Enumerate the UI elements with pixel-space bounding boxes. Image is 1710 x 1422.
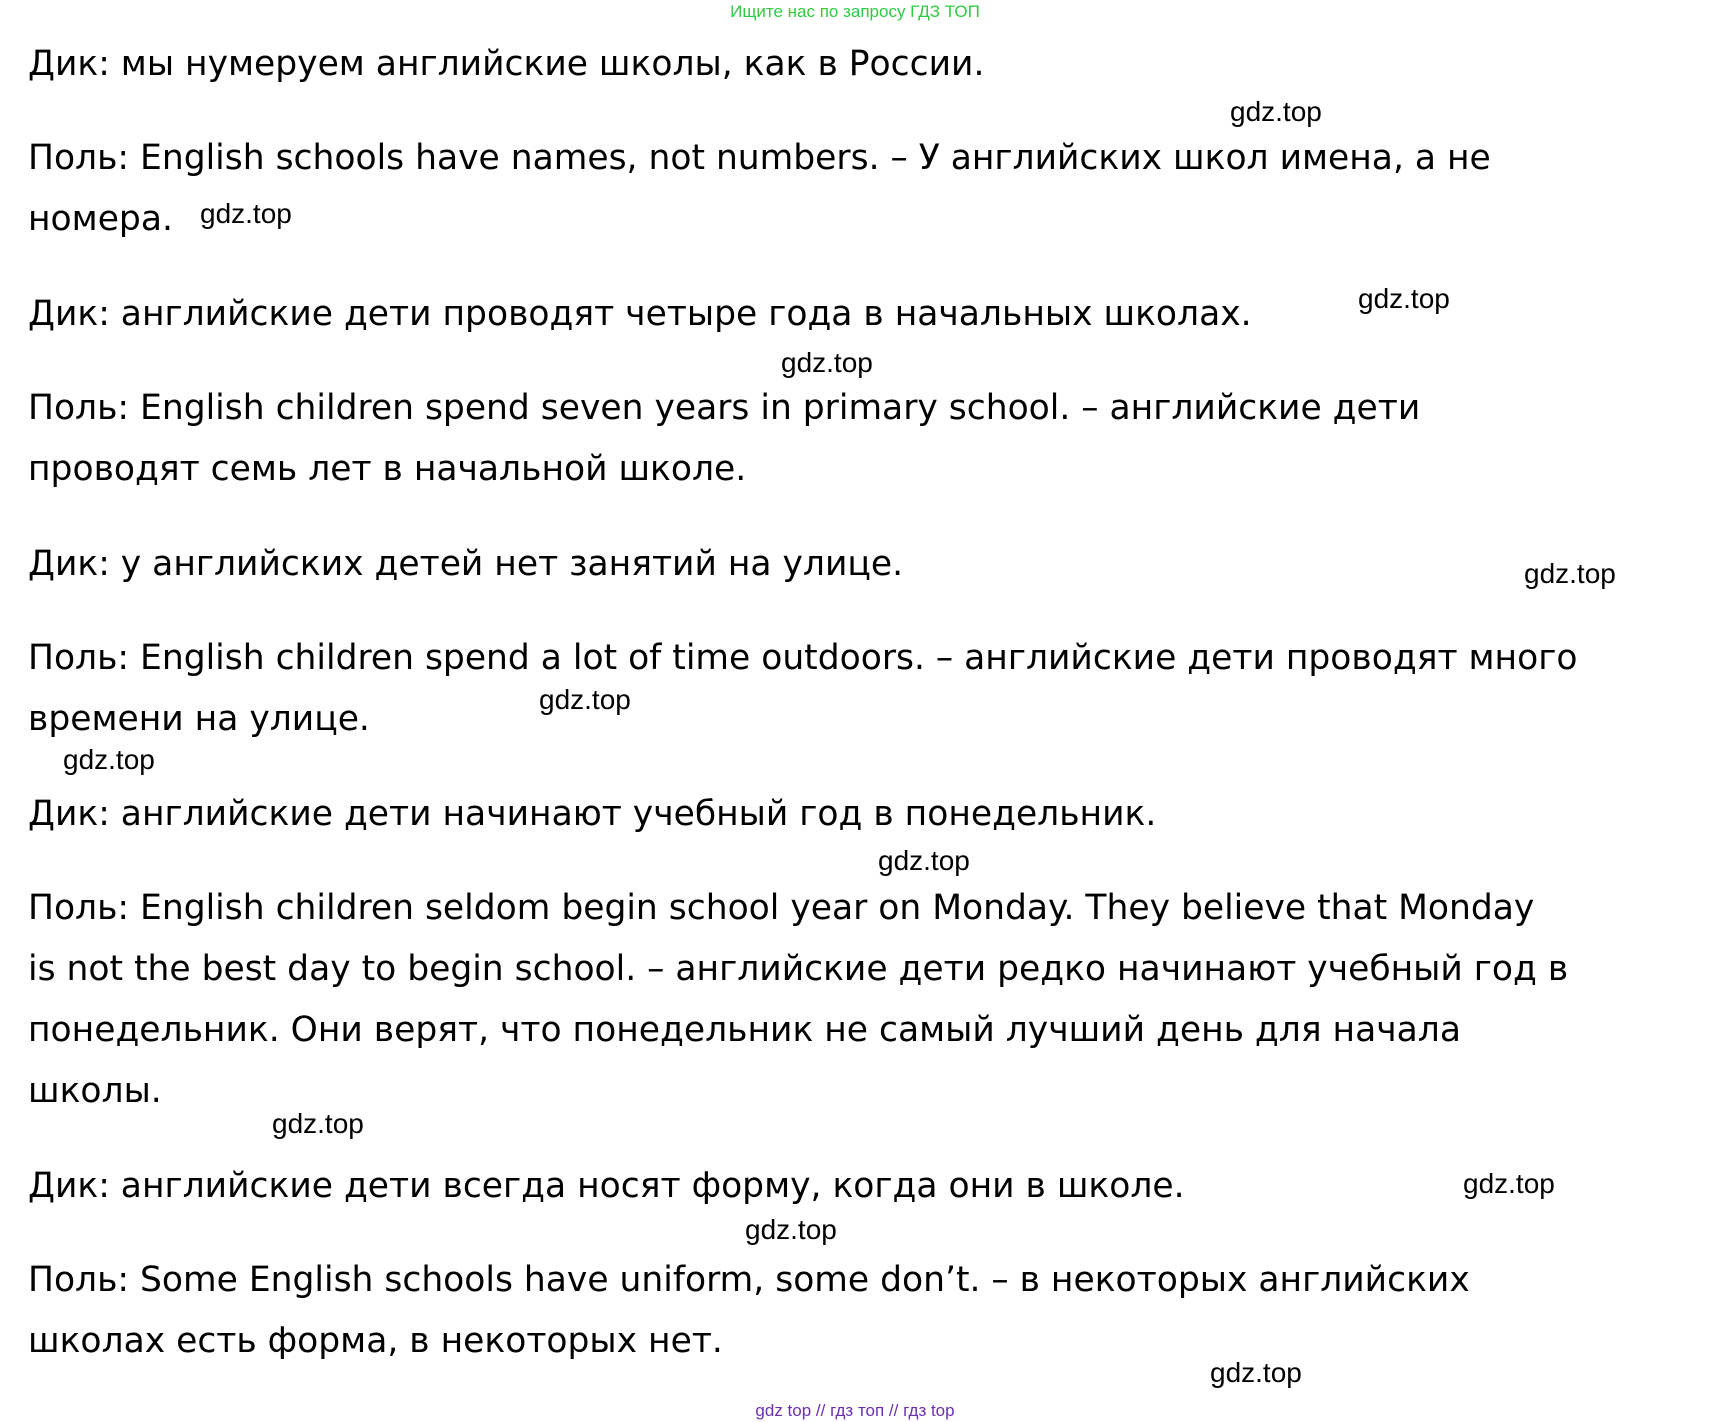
watermark: gdz.top (745, 1214, 837, 1245)
dialogue-line: is not the best day to begin school. – английские дети редко начинают учебный год в (28, 949, 1569, 989)
dialogue-line: Дик: мы нумеруем английские школы, как в России. (28, 44, 985, 84)
watermark: gdz.top (1230, 96, 1322, 127)
watermark: gdz.top (878, 845, 970, 876)
dialogue-line: Поль: English schools have names, not numbers. – У английских школ имена, а не (28, 138, 1491, 178)
dialogue-line: номера. (28, 199, 173, 239)
watermark: gdz.top (539, 684, 631, 715)
top-search-banner: Ищите нас по запросу ГДЗ ТОП (730, 2, 980, 21)
dialogue-line: понедельник. Они верят, что понедельник не самый лучший день для начала (28, 1010, 1461, 1050)
dialogue-line: школах есть форма, в некоторых нет. (28, 1321, 723, 1361)
dialogue-line: Поль: English children spend seven years in primary school. – английские дети (28, 388, 1421, 428)
dialogue-line: проводят семь лет в начальной школе. (28, 449, 747, 489)
dialogue-line: Дик: английские дети проводят четыре года в начальных школах. (28, 294, 1252, 334)
dialogue-line: Дик: у английских детей нет занятий на улице. (28, 544, 904, 584)
watermark: gdz.top (781, 347, 873, 378)
watermark: gdz.top (1210, 1357, 1302, 1388)
dialogue-line: школы. (28, 1071, 162, 1111)
dialogue-line: времени на улице. (28, 699, 370, 739)
dialogue-line: Дик: английские дети всегда носят форму, когда они в школе. (28, 1166, 1185, 1206)
footer-links: gdz top // гдз топ // гдз top (755, 1401, 955, 1420)
dialogue-line: Поль: Some English schools have uniform, some don’t. – в некоторых английских (28, 1260, 1470, 1300)
dialogue-line: Поль: English children spend a lot of time outdoors. – английские дети проводят много (28, 638, 1578, 678)
watermark: gdz.top (63, 744, 155, 775)
watermark: gdz.top (200, 198, 292, 229)
watermark: gdz.top (1463, 1168, 1555, 1199)
watermark: gdz.top (272, 1108, 364, 1139)
watermark: gdz.top (1358, 283, 1450, 314)
watermark: gdz.top (1524, 558, 1616, 589)
dialogue-line: Дик: английские дети начинают учебный год в понедельник. (28, 794, 1157, 834)
dialogue-line: Поль: English children seldom begin school year on Monday. They believe that Monday (28, 888, 1535, 928)
